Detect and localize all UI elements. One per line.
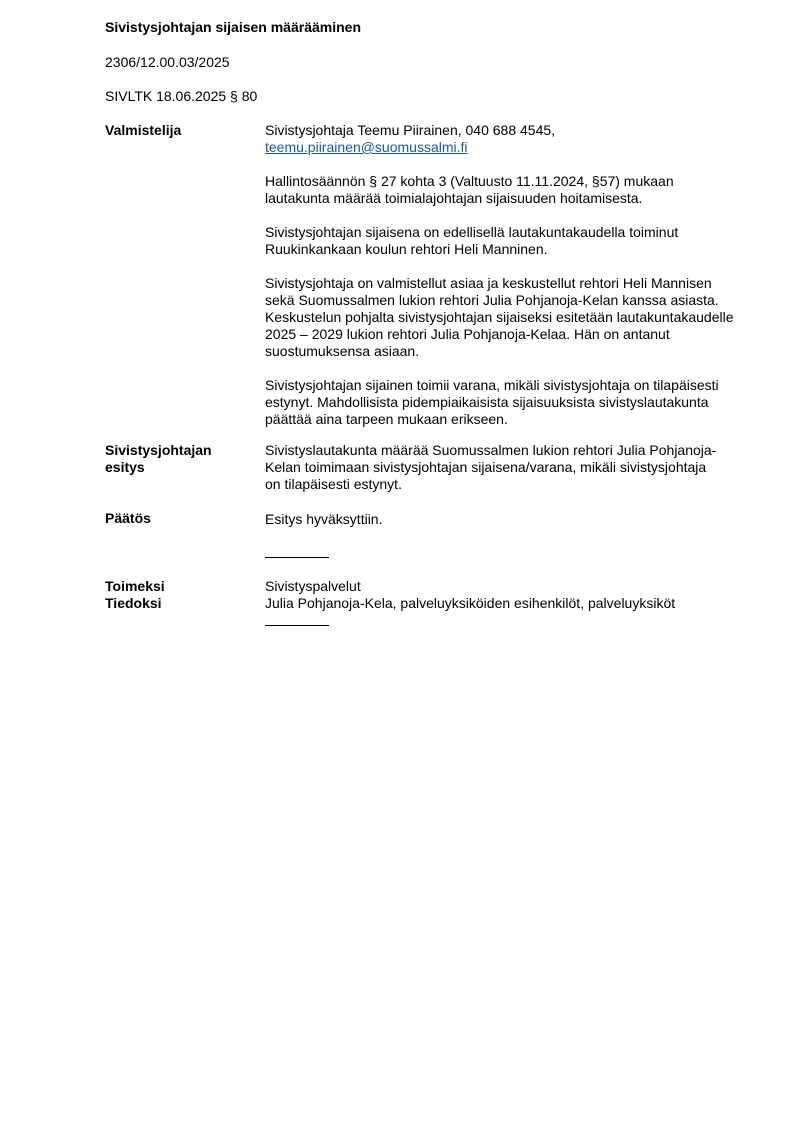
meeting-reference: SIVLTK 18.06.2025 § 80	[105, 88, 258, 104]
notification-label: Tiedoksi	[105, 595, 162, 611]
case-number: 2306/12.00.03/2025	[105, 54, 230, 70]
preparer-paragraph-3: Sivistysjohtaja on valmistellut asiaa ja keskustellut rehtori Heli Mannisen sekä Suomussalmen lukion rehtori Julia Pohjanoja-Kelan kanssa asiasta. Keskustelun pohjalta sivistysjohtajan sijaiseksi esitetään lautakuntakaudelle 2025 – 2029 lukion rehtori Julia Pohjanoja-Kelaa. Hän on antanut suostumuksensa asiaan.	[265, 275, 734, 359]
notification-value: Julia Pohjanoja-Kela, palveluyksiköiden esihenkilöt, palveluyksiköt	[265, 595, 676, 611]
preparer-paragraph-2: Sivistysjohtajan sijaisena on edellisellä lautakuntakaudella toiminut Ruukinkankaan koulun rehtori Heli Manninen.	[265, 224, 679, 257]
preparer-paragraph-1: Hallintosäännön § 27 kohta 3 (Valtuusto 11.11.2024, §57) mukaan lautakunta määrää toimialajohtajan sijaisuuden hoitamisesta.	[265, 173, 674, 206]
assignment-value: Sivistyspalvelut	[265, 578, 361, 594]
proposal-label-line2: esitys	[105, 459, 145, 475]
preparer-info	[265, 122, 740, 156]
assignment-label: Toimeksi	[105, 578, 165, 594]
document-title: Sivistysjohtajan sijaisen määrääminen	[105, 19, 362, 35]
decision-text: Esitys hyväksyttiin.	[265, 511, 383, 527]
proposal-text: Sivistyslautakunta määrää Suomussalmen lukion rehtori Julia Pohjanoja-Kelan toimimaan sivistysjohtajan sijaisena/varana, mikäli sivistysjohtaja on tilapäisesti estynyt.	[265, 442, 717, 492]
proposal-label	[105, 442, 255, 476]
distribution-divider	[265, 625, 329, 626]
proposal-label-line1: Sivistysjohtajan	[105, 442, 212, 458]
preparer-paragraph-4: Sivistysjohtajan sijainen toimii varana, mikäli sivistysjohtaja on tilapäisesti estynyt. Mahdollisista pidempiaikaisista sijaisuuksista sivistyslautakunta päättää aina tarpeen mukaan erikseen.	[265, 377, 719, 427]
decision-divider	[265, 557, 329, 558]
decision-label: Päätös	[105, 510, 151, 526]
preparer-name: Sivistysjohtaja Teemu Piirainen, 040 688 4545,	[265, 122, 556, 138]
preparer-label: Valmistelija	[105, 122, 182, 138]
preparer-email-link[interactable]: teemu.piirainen@suomussalmi.fi	[265, 139, 468, 155]
preparer-section	[265, 122, 740, 428]
